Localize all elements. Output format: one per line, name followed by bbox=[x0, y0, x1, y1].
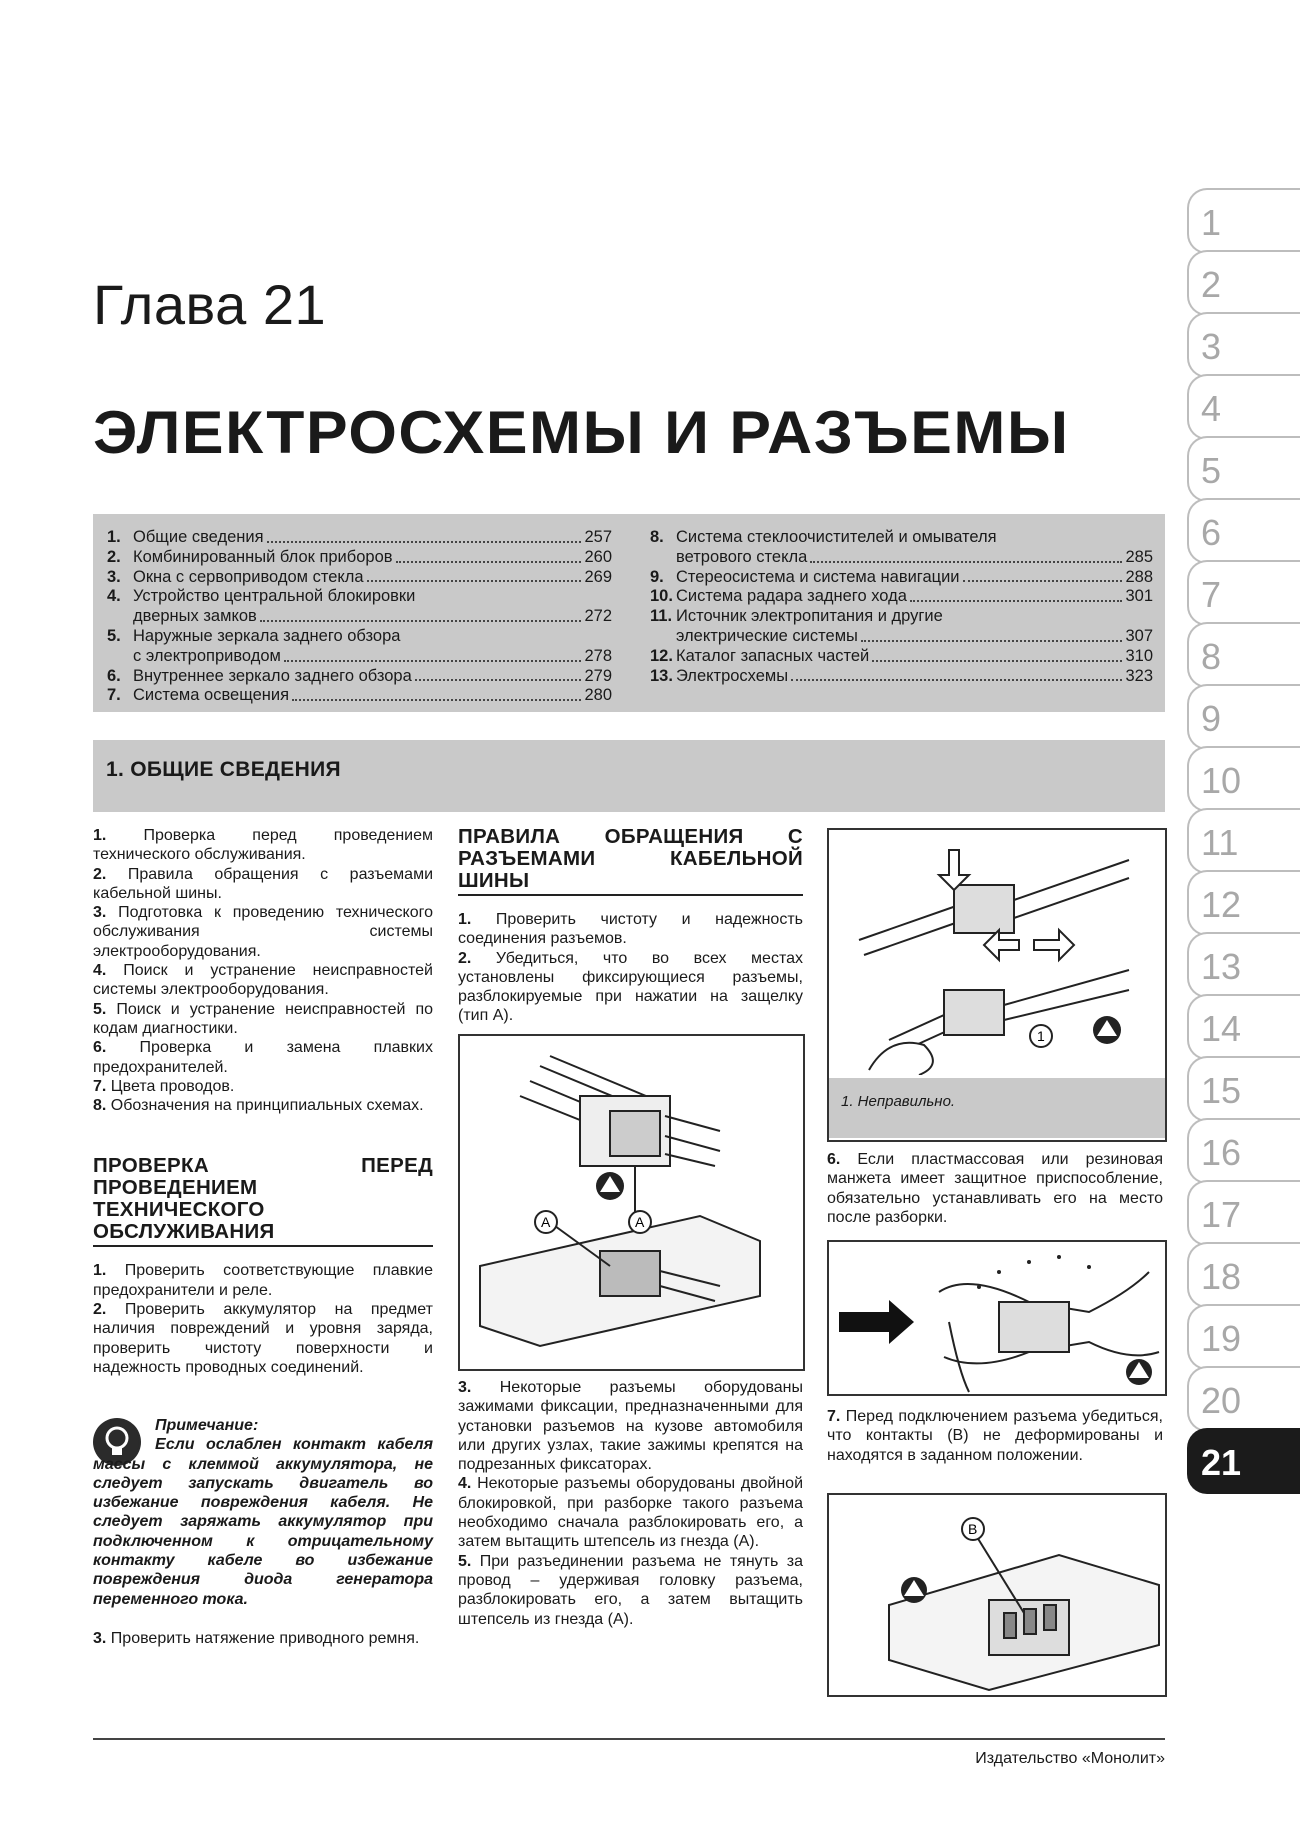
toc-entry-page: 260 bbox=[584, 547, 612, 566]
chapter-tab-5[interactable] bbox=[1187, 436, 1300, 502]
publisher-footer: Издательство «Монолит» bbox=[975, 1750, 1165, 1767]
chapter-tab-label: 8 bbox=[1201, 636, 1222, 677]
chapter-tab-2[interactable] bbox=[1187, 250, 1300, 316]
toc-entry-title: Система стеклоочистителей и омывателя bbox=[676, 528, 997, 546]
chapter-tab-label: 1 bbox=[1201, 202, 1222, 243]
toc-entry bbox=[650, 647, 1153, 667]
toc-left-column bbox=[107, 528, 612, 706]
figure-label-a: A bbox=[635, 1214, 645, 1230]
toc-entry-number: 2. bbox=[107, 547, 121, 566]
column-3-step7 bbox=[827, 1407, 1163, 1465]
toc-entry bbox=[650, 607, 1153, 627]
chapter-tab-label: 2 bbox=[1201, 264, 1222, 305]
toc-entry bbox=[107, 548, 612, 568]
toc-right-column bbox=[650, 528, 1153, 686]
toc-entry bbox=[650, 548, 1153, 568]
toc-leader bbox=[810, 548, 1122, 563]
subheading-connectors: ПРАВИЛА ОБРАЩЕНИЯ С РАЗЪЕМАМИ КАБЕЛЬНОЙ ШИНЫ bbox=[458, 825, 803, 892]
chapter-tab-label: 11 bbox=[1201, 822, 1239, 863]
chapter-title: ЭЛЕКТРОСХЕМЫ И РАЗЪЕМЫ bbox=[93, 399, 1070, 466]
chapter-tab-12[interactable] bbox=[1187, 870, 1300, 936]
toc-entry-number: 12. bbox=[650, 646, 673, 665]
figure-label-b: B bbox=[968, 1521, 978, 1537]
toc-entry-page: 323 bbox=[1125, 666, 1153, 685]
section-header bbox=[93, 740, 1165, 812]
toc-leader bbox=[367, 568, 582, 583]
toc-entry-page: 307 bbox=[1125, 626, 1153, 645]
toc-entry-number bbox=[650, 548, 676, 568]
toc-entry-number: 3. bbox=[107, 567, 121, 586]
note-text: Если ослаблен контакт кабеля массы с клеммой аккумулятора, не следует запускать двигатель во избежание повреждения кабеля. Не следует заряжать аккумулятор при подключенном к отрицательному контакту кабеле во избежание повреждения диода генератора переменного тока. bbox=[93, 1436, 433, 1608]
toc-entry-title: Наружные зеркала заднего обзора bbox=[133, 626, 401, 645]
chapter-tab-label: 19 bbox=[1201, 1318, 1242, 1359]
chapter-tab-label: 21 bbox=[1201, 1442, 1242, 1483]
connector-step: 4. Некоторые разъемы оборудованы двойной блокировкой, при разборке такого разъема необходимо сначала разблокировать его, а затем вытащить штепсель из гнезда (А). bbox=[458, 1475, 803, 1551]
toc-entry-title: Каталог запасных частей bbox=[676, 646, 870, 665]
contents-list-item: 1. Проверка перед проведением технического обслуживания. bbox=[93, 827, 433, 864]
toc-entry-number: 7. bbox=[107, 686, 121, 705]
contents-list-item: 3. Подготовка к проведению технического обслуживания системы электрооборудования. bbox=[93, 904, 433, 960]
contents-list-item: 2. Правила обращения с разъемами кабельной шины. bbox=[93, 865, 433, 902]
connector-step: 5. При разъединении разъема не тянуть за провод – удерживая головку разъема, разблокировать его, а затем вытащить штепсель из гнезда (А). bbox=[458, 1552, 803, 1628]
contents-list-item: 5. Поиск и устранение неисправностей по кодам диагностики. bbox=[93, 1000, 433, 1037]
column-1 bbox=[93, 826, 433, 1377]
toc-entry bbox=[650, 627, 1153, 647]
toc-entry-page: 279 bbox=[584, 666, 612, 685]
toc-leader bbox=[910, 587, 1123, 602]
chapter-tab-label: 16 bbox=[1201, 1132, 1242, 1173]
toc-entry-number: 8. bbox=[650, 528, 664, 546]
contents-list-item: 8. Обозначения на принципиальных схемах. bbox=[93, 1097, 424, 1115]
toc-entry-title: ветрового стекла bbox=[676, 547, 808, 566]
chapter-tab-7[interactable] bbox=[1187, 560, 1300, 626]
chapter-tab-16[interactable] bbox=[1187, 1118, 1300, 1184]
toc-entry-title: Внутреннее зеркало заднего обзора bbox=[133, 666, 412, 685]
toc-entry-page: 310 bbox=[1125, 646, 1153, 665]
connector-steps-b bbox=[458, 1378, 803, 1629]
chapter-tab-20[interactable] bbox=[1187, 1366, 1300, 1432]
chapter-tab-11[interactable] bbox=[1187, 808, 1300, 874]
toc-leader bbox=[284, 647, 582, 662]
chapter-tab-label: 9 bbox=[1201, 698, 1222, 739]
toc-entry bbox=[107, 686, 612, 706]
step-7: 7. Перед подключением разъема убедиться, что контакты (В) не деформированы и находятся в заданном положении. bbox=[827, 1408, 1163, 1464]
connector-steps-a bbox=[458, 910, 803, 1026]
toc-entry-page: 301 bbox=[1125, 587, 1153, 606]
toc-entry bbox=[650, 667, 1153, 687]
toc-entry-number bbox=[107, 607, 133, 627]
column-2 bbox=[458, 826, 803, 1026]
chapter-tab-10[interactable] bbox=[1187, 746, 1300, 812]
chapter-tab-label: 17 bbox=[1201, 1194, 1242, 1235]
chapter-tab-label: 10 bbox=[1201, 760, 1242, 801]
toc-entry-title: дверных замков bbox=[133, 607, 257, 626]
figure-incorrect-disconnect bbox=[827, 828, 1167, 1142]
contents-list-item: 7. Цвета проводов. bbox=[93, 1077, 235, 1095]
contents-list-item: 6. Проверка и замена плавких предохранителей. bbox=[93, 1039, 433, 1076]
inspection-step: 1. Проверить соответствующие плавкие предохранители и реле. bbox=[93, 1262, 433, 1299]
chapter-tab-1[interactable] bbox=[1187, 188, 1300, 254]
toc-entry-page: 269 bbox=[584, 567, 612, 586]
chapter-tab-3[interactable] bbox=[1187, 312, 1300, 378]
toc-entry-number: 10. bbox=[650, 587, 673, 606]
toc-entry bbox=[107, 528, 612, 548]
table-of-contents bbox=[93, 514, 1165, 712]
toc-entry-number: 9. bbox=[650, 567, 664, 586]
toc-entry-title: электрические системы bbox=[676, 626, 858, 645]
toc-entry-page: 257 bbox=[584, 528, 612, 546]
toc-entry-title: Комбинированный блок приборов bbox=[133, 547, 393, 566]
figure-caption: 1. Неправильно. bbox=[829, 1078, 1165, 1138]
toc-entry-number: 4. bbox=[107, 587, 121, 606]
chapter-tab-label: 12 bbox=[1201, 884, 1242, 925]
toc-entry-title: с электроприводом bbox=[133, 646, 281, 665]
toc-entry bbox=[650, 568, 1153, 588]
chapter-tab-14[interactable] bbox=[1187, 994, 1300, 1060]
chapter-tab-label: 4 bbox=[1201, 388, 1222, 429]
toc-entry-number: 5. bbox=[107, 626, 121, 645]
toc-entry-number: 11. bbox=[650, 607, 673, 626]
toc-entry-page: 272 bbox=[584, 607, 612, 626]
figure-label-a-2: A bbox=[541, 1214, 551, 1230]
note-block bbox=[93, 1416, 433, 1648]
figure-contacts bbox=[827, 1493, 1167, 1697]
toc-entry-page: 280 bbox=[584, 686, 612, 705]
toc-entry-number bbox=[650, 627, 676, 647]
toc-entry-number: 13. bbox=[650, 666, 673, 685]
connector-step: 2. Убедиться, что во всех местах установлены фиксирующиеся разъемы, разблокируемые при нажатии на защелку (тип А). bbox=[458, 949, 803, 1025]
toc-entry-title: Электросхемы bbox=[676, 666, 789, 685]
toc-entry-page: 278 bbox=[584, 646, 612, 665]
toc-entry-title: Источник электропитания и другие bbox=[676, 607, 943, 626]
toc-entry-title: Система освещения bbox=[133, 686, 290, 705]
toc-leader bbox=[415, 667, 582, 682]
contents-list bbox=[93, 826, 433, 1115]
chapter-tab-15[interactable] bbox=[1187, 1056, 1300, 1122]
toc-leader bbox=[861, 627, 1123, 642]
toc-leader bbox=[963, 568, 1123, 583]
toc-leader bbox=[791, 667, 1122, 682]
footer-rule bbox=[93, 1738, 1165, 1740]
chapter-tab-label: 6 bbox=[1201, 512, 1222, 553]
toc-leader bbox=[396, 548, 582, 563]
toc-entry bbox=[650, 587, 1153, 607]
chapter-tab-9[interactable] bbox=[1187, 684, 1300, 750]
toc-entry bbox=[107, 627, 612, 647]
chapter-tab-label: 18 bbox=[1201, 1256, 1242, 1297]
toc-entry bbox=[107, 587, 612, 607]
figure-protective-boot bbox=[827, 1240, 1167, 1396]
chapter-tab-label: 3 bbox=[1201, 326, 1222, 367]
toc-entry-title: Стереосистема и система навигации bbox=[676, 567, 960, 586]
toc-entry-number: 1. bbox=[107, 528, 121, 546]
contents-list-item: 4. Поиск и устранение неисправностей системы электрооборудования. bbox=[93, 962, 433, 999]
toc-leader bbox=[292, 686, 581, 701]
toc-entry bbox=[107, 667, 612, 687]
chapter-tab-4[interactable] bbox=[1187, 374, 1300, 440]
note-title: Примечание: bbox=[155, 1417, 259, 1434]
chapter-number: Глава 21 bbox=[93, 273, 327, 336]
step-6: 6. Если пластмассовая или резиновая манжета имеет защитное приспособление, обязательно устанавливать его на место после разборки. bbox=[827, 1151, 1163, 1226]
chapter-tab-label: 15 bbox=[1201, 1070, 1242, 1111]
toc-entry-title: Окна с сервоприводом стекла bbox=[133, 567, 364, 586]
chapter-tab-19[interactable] bbox=[1187, 1304, 1300, 1370]
figure-connector-latch bbox=[458, 1034, 805, 1371]
chapter-tab-13[interactable] bbox=[1187, 932, 1300, 998]
toc-entry bbox=[107, 647, 612, 667]
toc-leader bbox=[872, 647, 1122, 662]
subheading-inspection: ПРОВЕРКА ПЕРЕД ПРОВЕДЕНИЕМ ТЕХНИЧЕСКОГО ОБСЛУЖИВАНИЯ bbox=[93, 1154, 433, 1244]
toc-entry-number bbox=[107, 647, 133, 667]
chapter-tab-21[interactable] bbox=[1187, 1428, 1300, 1494]
toc-leader bbox=[267, 528, 582, 543]
toc-entry bbox=[107, 607, 612, 627]
step-3-belt: 3. Проверить натяжение приводного ремня. bbox=[93, 1629, 420, 1647]
toc-entry-number: 6. bbox=[107, 666, 121, 685]
toc-leader bbox=[260, 607, 582, 622]
toc-entry bbox=[107, 568, 612, 588]
toc-entry-title: Система радара заднего хода bbox=[676, 587, 907, 606]
section-title: 1. ОБЩИЕ СВЕДЕНИЯ bbox=[106, 758, 341, 781]
chapter-tab-label: 14 bbox=[1201, 1008, 1242, 1049]
chapter-tab-label: 20 bbox=[1201, 1380, 1242, 1421]
toc-entry bbox=[650, 528, 1153, 548]
column-3-step6 bbox=[827, 1150, 1163, 1227]
chapter-tab-label: 5 bbox=[1201, 450, 1222, 491]
chapter-tab-17[interactable] bbox=[1187, 1180, 1300, 1246]
chapter-tab-8[interactable] bbox=[1187, 622, 1300, 688]
chapter-tab-label: 7 bbox=[1201, 574, 1222, 615]
connector-step: 3. Некоторые разъемы оборудованы зажимами фиксации, предназначенными для установки разъемов на кузове автомобиля или других узлах, такие зажимы крепятся на подрезанных фиксаторах. bbox=[458, 1379, 803, 1474]
inspection-steps bbox=[93, 1261, 433, 1377]
column-2-lower bbox=[458, 1378, 803, 1629]
toc-entry-page: 288 bbox=[1125, 567, 1153, 586]
chapter-tab-label: 13 bbox=[1201, 946, 1242, 987]
chapter-tab-6[interactable] bbox=[1187, 498, 1300, 564]
connector-step: 1. Проверить чистоту и надежность соединения разъемов. bbox=[458, 911, 803, 948]
toc-entry-title: Устройство центральной блокировки bbox=[133, 587, 416, 606]
toc-entry-page: 285 bbox=[1125, 547, 1153, 566]
chapter-tab-18[interactable] bbox=[1187, 1242, 1300, 1308]
figure-label-1: 1 bbox=[1037, 1028, 1045, 1044]
toc-entry-title: Общие сведения bbox=[133, 528, 264, 546]
inspection-step: 2. Проверить аккумулятор на предмет наличия повреждений и уровня заряда, проверить чистоту поверхности и надежность проводных соединений. bbox=[93, 1301, 433, 1376]
